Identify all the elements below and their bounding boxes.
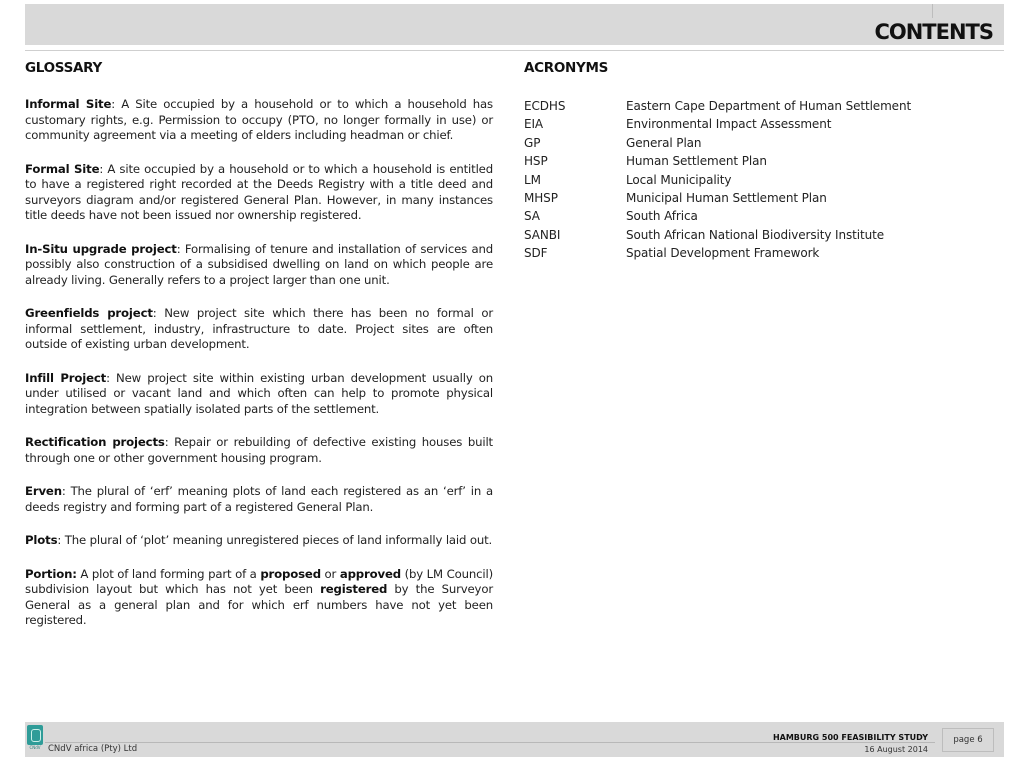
page-footer	[25, 722, 1004, 757]
company-name: CNdV africa (Pty) Ltd	[48, 744, 138, 754]
glossary-term: In-Situ upgrade project	[25, 241, 177, 256]
glossary-entry	[25, 162, 493, 224]
logo-mark	[27, 725, 43, 745]
acronym-abbreviation: SA	[524, 209, 540, 224]
acronym-abbreviation: GP	[524, 135, 541, 150]
glossary-definition: : The plural of ‘plot’ meaning unregistered pieces of land informally laid out.	[57, 533, 493, 547]
glossary-definition-part: or	[320, 566, 340, 581]
acronym-abbreviation: EIA	[524, 117, 544, 132]
header-divider	[932, 4, 933, 18]
glossary-term: Informal Site	[25, 97, 112, 111]
glossary-term: Plots	[25, 533, 58, 547]
acronym-abbreviation: MHSP	[524, 191, 558, 206]
acronym-meaning: Environmental Impact Assessment	[626, 117, 832, 132]
glossary-definition: : The plural of ‘erf’ meaning plots of land each registered as an ‘erf’ in a deeds registry and forming part of a registered General Plan.	[25, 484, 493, 514]
glossary-list	[25, 97, 493, 647]
glossary-entry	[25, 435, 493, 466]
glossary-term: Rectification projects	[25, 435, 165, 449]
glossary-entry	[25, 242, 493, 289]
glossary-term: Greenfields project	[25, 306, 153, 320]
glossary-term: Portion:	[25, 566, 77, 581]
acronym-abbreviation: SANBI	[524, 227, 561, 242]
acronym-meaning: Municipal Human Settlement Plan	[626, 191, 827, 206]
acronyms-heading: ACRONYMS	[524, 60, 609, 76]
acronyms-list	[524, 97, 944, 263]
emphasis-approved: approved	[339, 566, 401, 581]
acronym-meaning: Local Municipality	[626, 172, 732, 187]
acronym-abbreviation: ECDHS	[524, 99, 566, 113]
glossary-entry	[25, 306, 493, 353]
page-title: CONTENTS	[874, 20, 993, 44]
acronym-row	[524, 97, 944, 115]
acronym-row	[524, 134, 944, 152]
footer-rule	[45, 742, 935, 743]
glossary-definition: : New project site within existing urban development usually on under utilised or vacant land and which often can help to promote physical integration between spatially isolated parts of the settlement.	[25, 370, 493, 416]
glossary-entry	[25, 533, 493, 549]
acronym-meaning: South Africa	[626, 209, 698, 224]
acronym-meaning: Human Settlement Plan	[626, 154, 767, 169]
emphasis-proposed: proposed	[260, 566, 321, 581]
glossary-definition: : A site occupied by a household or to which a household is entitled to have a registered right recorded at the Deeds Registry with a title deed and surveyors diagram and/or registered General Plan. However, in many instances title deeds have not been issued nor ownership registered.	[25, 161, 493, 222]
page-number-box	[942, 728, 994, 752]
glossary-entry	[25, 484, 493, 515]
acronym-abbreviation: SDF	[524, 246, 548, 261]
glossary-definition: : New project site which there has been no formal or informal settlement, industry, infrastructure to date. Project sites are often outside of existing urban development.	[25, 306, 493, 351]
glossary-term: Formal Site	[25, 161, 100, 176]
study-date: 16 August 2014	[864, 745, 928, 754]
glossary-definition-part: A plot of land forming part of a	[76, 566, 261, 581]
glossary-term: Erven	[25, 484, 62, 498]
emphasis-registered: registered	[320, 582, 388, 596]
acronym-row	[524, 244, 944, 262]
acronym-row	[524, 115, 944, 133]
glossary-definition: : Repair or rebuilding of defective existing houses built through one or other government housing program.	[25, 435, 493, 465]
glossary-entry	[25, 371, 493, 418]
glossary-definition: : A Site occupied by a household or to which a household has customary rights, e.g. Permission to occupy (PTO, no longer formally in use) or community agreement via a meeting of elders including headman or chief.	[25, 97, 493, 142]
page-number: page 6	[953, 735, 983, 745]
acronym-row	[524, 152, 944, 170]
header-rule	[25, 50, 1004, 51]
acronym-meaning: South African National Biodiversity Institute	[626, 227, 884, 242]
study-title: HAMBURG 500 FEASIBILITY STUDY	[772, 733, 928, 742]
acronym-meaning: General Plan	[626, 135, 702, 150]
acronym-meaning: Spatial Development Framework	[626, 246, 820, 261]
acronym-meaning: Eastern Cape Department of Human Settlement	[626, 99, 912, 113]
acronym-row	[524, 226, 944, 244]
glossary-definition-part: by the Surveyor General as a general plan and for which erf numbers have not yet been registered.	[25, 582, 493, 627]
glossary-entry	[25, 97, 493, 144]
glossary-definition: : Formalising of tenure and installation of services and possibly also construction of a subsidised dwelling on land on which people are already living. Generally refers to a project larger than one unit.	[25, 241, 493, 287]
page-header	[25, 4, 1004, 45]
acronym-row	[524, 189, 944, 207]
glossary-entry-portion	[25, 567, 493, 629]
glossary-term: Infill Project	[25, 370, 107, 385]
acronym-abbreviation: LM	[524, 172, 541, 187]
glossary-definition-part: (by LM Council) subdivision layout but which has not yet been	[25, 566, 494, 596]
logo-wordmark: CNdV	[29, 745, 41, 750]
glossary-heading: GLOSSARY	[25, 60, 102, 76]
acronym-row	[524, 171, 944, 189]
acronym-abbreviation: HSP	[524, 154, 548, 169]
company-logo-icon	[27, 725, 43, 755]
acronym-row	[524, 207, 944, 225]
